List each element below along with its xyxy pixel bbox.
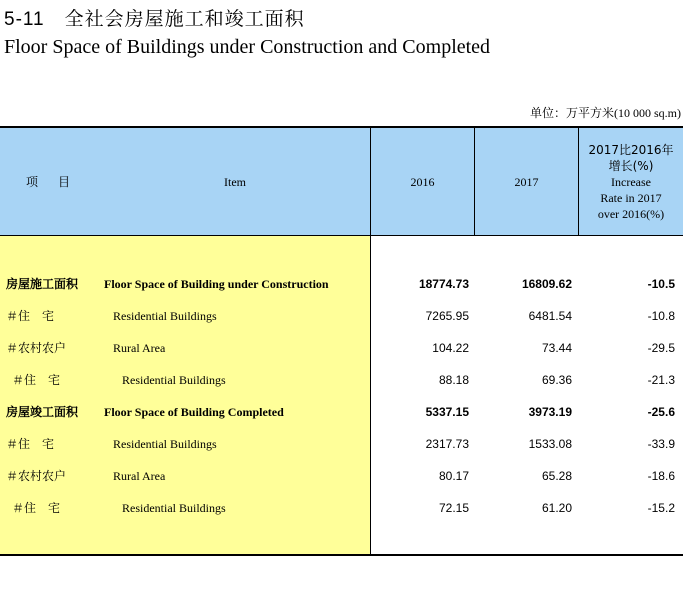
table-row <box>0 460 683 492</box>
header-rate-line: Increase <box>611 175 651 189</box>
row-label-cn: ＃住 宅 <box>12 501 61 515</box>
unit-cn: 单位：万平方米 <box>529 106 614 120</box>
header-rate-line: 增长(%) <box>608 159 654 173</box>
header-item-en: Item <box>224 175 246 189</box>
value-2016: 18774.73 <box>418 277 469 291</box>
value-2017: 61.20 <box>541 501 572 515</box>
title-cn-text: 全社会房屋施工和竣工面积 <box>64 8 305 30</box>
value-rate: -15.2 <box>647 501 675 515</box>
data-table <box>0 126 683 556</box>
value-rate: -10.5 <box>647 277 675 291</box>
header-rate-line: Rate in 2017 <box>600 191 662 205</box>
table-row <box>0 396 683 428</box>
value-2016: 2317.73 <box>425 437 469 451</box>
header-item-cn: 项 目 <box>25 175 74 189</box>
row-label-cn: ＃住 宅 <box>12 373 61 387</box>
table-row <box>0 364 683 396</box>
row-label-en: Residential Buildings <box>113 437 217 451</box>
value-2017: 1533.08 <box>528 437 572 451</box>
row-label-en: Residential Buildings <box>122 501 226 515</box>
table-row <box>0 332 683 364</box>
bottom-rule <box>0 554 683 556</box>
header-rate-line: over 2016(%) <box>597 207 665 221</box>
row-label-en: Residential Buildings <box>122 373 226 387</box>
value-2017: 16809.62 <box>521 277 572 291</box>
value-2016: 80.17 <box>438 469 469 483</box>
value-2017: 73.44 <box>541 341 572 355</box>
value-2017: 3973.19 <box>528 405 572 419</box>
header-rate-line: 2017比2016年 <box>588 143 674 157</box>
value-rate: -25.6 <box>647 405 675 419</box>
row-label-cn: ＃住 宅 <box>6 437 55 451</box>
row-label-cn: 房屋竣工面积 <box>6 405 79 419</box>
header-rate <box>579 128 683 236</box>
row-label-en: Floor Space of Building under Construction <box>104 277 329 291</box>
value-2016: 88.18 <box>438 373 469 387</box>
row-label-en: Residential Buildings <box>113 309 217 323</box>
table-row <box>0 428 683 460</box>
unit-label <box>530 104 681 121</box>
table-row <box>0 492 683 524</box>
value-2016: 104.22 <box>432 341 469 355</box>
row-label-cn: ＃住 宅 <box>6 309 55 323</box>
row-label-cn: 房屋施工面积 <box>6 277 79 291</box>
value-rate: -21.3 <box>647 373 675 387</box>
value-rate: -29.5 <box>647 341 675 355</box>
row-label-en: Rural Area <box>113 341 166 355</box>
header-2017: 2017 <box>514 175 539 189</box>
value-2016: 7265.95 <box>425 309 469 323</box>
header-2016: 2016 <box>410 175 435 189</box>
row-label-en: Rural Area <box>113 469 166 483</box>
table-row <box>0 300 683 332</box>
value-2017: 69.36 <box>541 373 572 387</box>
table-number: 5-11 <box>4 9 45 30</box>
table-row <box>0 268 683 300</box>
value-rate: -10.8 <box>647 309 675 323</box>
value-2016: 5337.15 <box>425 405 469 419</box>
row-label-cn: ＃农村农户 <box>6 469 67 483</box>
value-2017: 6481.54 <box>528 309 572 323</box>
row-label-cn: ＃农村农户 <box>6 341 67 355</box>
value-rate: -18.6 <box>647 469 675 483</box>
row-label-en: Floor Space of Building Completed <box>104 405 284 419</box>
page-title-cn <box>4 4 305 31</box>
value-rate: -33.9 <box>647 437 675 451</box>
page-title-en: Floor Space of Buildings under Construction and Completed <box>4 36 491 58</box>
value-2016: 72.15 <box>438 501 469 515</box>
unit-en: (10 000 sq.m) <box>614 106 681 120</box>
value-2017: 65.28 <box>541 469 572 483</box>
